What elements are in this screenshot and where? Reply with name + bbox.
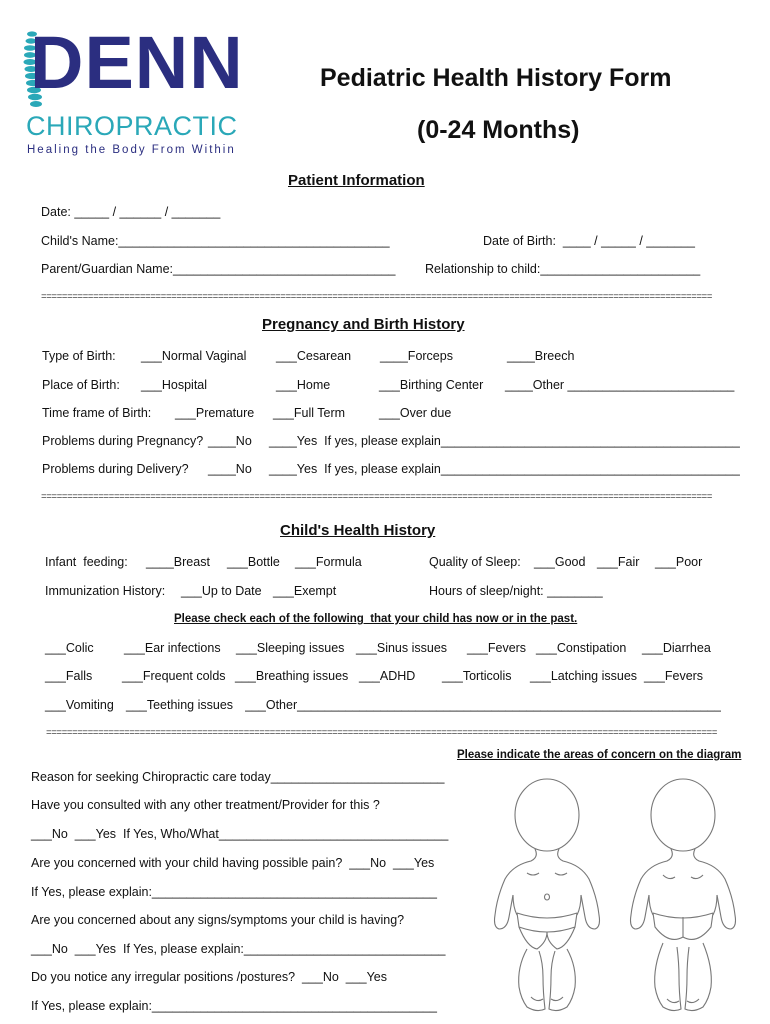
delivery-problems-yes[interactable]: ____Yes If yes, please explain___________________________________________ [269, 462, 740, 476]
parent-name-field[interactable]: Parent/Guardian Name:________________________________ [41, 262, 396, 276]
posture-explain-field[interactable]: If Yes, please explain:_________________________________________ [31, 999, 437, 1013]
condition-adhd[interactable]: ___ADHD [359, 669, 416, 683]
pain-explain-field[interactable]: If Yes, please explain:_________________________________________ [31, 885, 437, 899]
logo-tagline: Healing the Body From Within [27, 144, 236, 156]
child-health-heading: Child's Health History [280, 522, 436, 539]
sleep-fair[interactable]: ___Fair [597, 555, 640, 569]
dob-field[interactable]: Date of Birth: ____ / _____ / _______ [483, 234, 695, 248]
feeding-breast[interactable]: ____Breast [146, 555, 210, 569]
immunization-up-to-date[interactable]: ___Up to Date [181, 584, 262, 598]
sleep-hours-field[interactable]: Hours of sleep/night: ________ [429, 584, 603, 598]
condition-vomiting[interactable]: ___Vomiting [45, 698, 114, 712]
separator: ================================================================================================================================= [46, 727, 717, 738]
place-other[interactable]: ____Other ________________________ [505, 378, 735, 392]
pain-question[interactable]: Are you concerned with your child having possible pain? ___No ___Yes [31, 856, 435, 870]
condition-fevers-2[interactable]: ___Fevers [644, 669, 704, 683]
condition-constipation[interactable]: ___Constipation [536, 641, 627, 655]
symptoms-answer-field[interactable]: ___No ___Yes If Yes, please explain:_____________________________ [31, 942, 446, 956]
pregnancy-problems-label: Problems during Pregnancy? [42, 434, 204, 448]
logo-word-denn: DENN [30, 21, 244, 104]
check-instructions: Please check each of the following that your child has now or in the past. [174, 613, 578, 625]
pregnancy-problems-yes[interactable]: ____Yes If yes, please explain___________________________________________ [269, 434, 740, 448]
sleep-good[interactable]: ___Good [534, 555, 586, 569]
feeding-formula[interactable]: ___Formula [295, 555, 362, 569]
type-of-birth-label: Type of Birth: [42, 349, 116, 363]
condition-falls[interactable]: ___Falls [45, 669, 93, 683]
date-field[interactable]: Date: _____ / ______ / _______ [41, 205, 221, 219]
child-name-field[interactable]: Child's Name:_______________________________________ [41, 234, 390, 248]
symptoms-question: Are you concerned about any signs/symptoms your child is having? [31, 913, 405, 927]
baby-front-diagram[interactable] [487, 777, 607, 1022]
separator: ================================================================================================================================= [41, 491, 712, 502]
posture-question[interactable]: Do you notice any irregular positions /postures? ___No ___Yes [31, 970, 388, 984]
condition-diarrhea[interactable]: ___Diarrhea [642, 641, 711, 655]
delivery-problems-no[interactable]: ____No [208, 462, 252, 476]
sleep-quality-label: Quality of Sleep: [429, 555, 521, 569]
pregnancy-heading: Pregnancy and Birth History [262, 316, 465, 333]
time-premature[interactable]: ___Premature [175, 406, 255, 420]
sleep-poor[interactable]: ___Poor [655, 555, 703, 569]
condition-breathing-issues[interactable]: ___Breathing issues [235, 669, 349, 683]
condition-frequent-colds[interactable]: ___Frequent colds [122, 669, 226, 683]
time-full-term[interactable]: ___Full Term [273, 406, 346, 420]
form-title-line2: (0-24 Months) [417, 116, 580, 144]
birth-cesarean[interactable]: ___Cesarean [276, 349, 352, 363]
baby-back-diagram[interactable] [623, 777, 743, 1022]
relationship-field[interactable]: Relationship to child:_______________________ [425, 262, 701, 276]
condition-torticolis[interactable]: ___Torticolis [442, 669, 512, 683]
immunization-exempt[interactable]: ___Exempt [273, 584, 337, 598]
condition-colic[interactable]: ___Colic [45, 641, 94, 655]
time-over-due[interactable]: ___Over due [379, 406, 452, 420]
consulted-answer-field[interactable]: ___No ___Yes If Yes, Who/What_________________________________ [31, 827, 449, 841]
reason-for-care-field[interactable]: Reason for seeking Chiropractic care today_________________________ [31, 770, 445, 784]
place-hospital[interactable]: ___Hospital [141, 378, 208, 392]
condition-other[interactable]: ___Other_____________________________________________________________ [245, 698, 721, 712]
birth-breech[interactable]: ____Breech [507, 349, 575, 363]
condition-latching-issues[interactable]: ___Latching issues [530, 669, 638, 683]
delivery-problems-label: Problems during Delivery? [42, 462, 189, 476]
infant-feeding-label: Infant feeding: [45, 555, 128, 569]
logo [18, 21, 250, 160]
patient-info-heading: Patient Information [288, 172, 425, 189]
immunization-label: Immunization History: [45, 584, 166, 598]
form-title-line1: Pediatric Health History Form [320, 64, 672, 92]
condition-ear-infections[interactable]: ___Ear infections [124, 641, 221, 655]
logo-word-chiropractic: CHIROPRACTIC [26, 111, 238, 141]
separator: ================================================================================================================================= [41, 291, 712, 302]
place-of-birth-label: Place of Birth: [42, 378, 120, 392]
condition-sleeping-issues[interactable]: ___Sleeping issues [236, 641, 345, 655]
feeding-bottle[interactable]: ___Bottle [227, 555, 280, 569]
consulted-question: Have you consulted with any other treatment/Provider for this ? [31, 798, 380, 812]
time-frame-label: Time frame of Birth: [42, 406, 152, 420]
condition-sinus-issues[interactable]: ___Sinus issues [356, 641, 448, 655]
condition-fevers[interactable]: ___Fevers [467, 641, 527, 655]
birth-forceps[interactable]: ____Forceps [380, 349, 453, 363]
pregnancy-problems-no[interactable]: ____No [208, 434, 252, 448]
diagram-instructions: Please indicate the areas of concern on the diagram [457, 749, 742, 761]
condition-teething-issues[interactable]: ___Teething issues [126, 698, 234, 712]
place-home[interactable]: ___Home [276, 378, 331, 392]
birth-normal-vaginal[interactable]: ___Normal Vaginal [141, 349, 247, 363]
place-birthing-center[interactable]: ___Birthing Center [379, 378, 484, 392]
